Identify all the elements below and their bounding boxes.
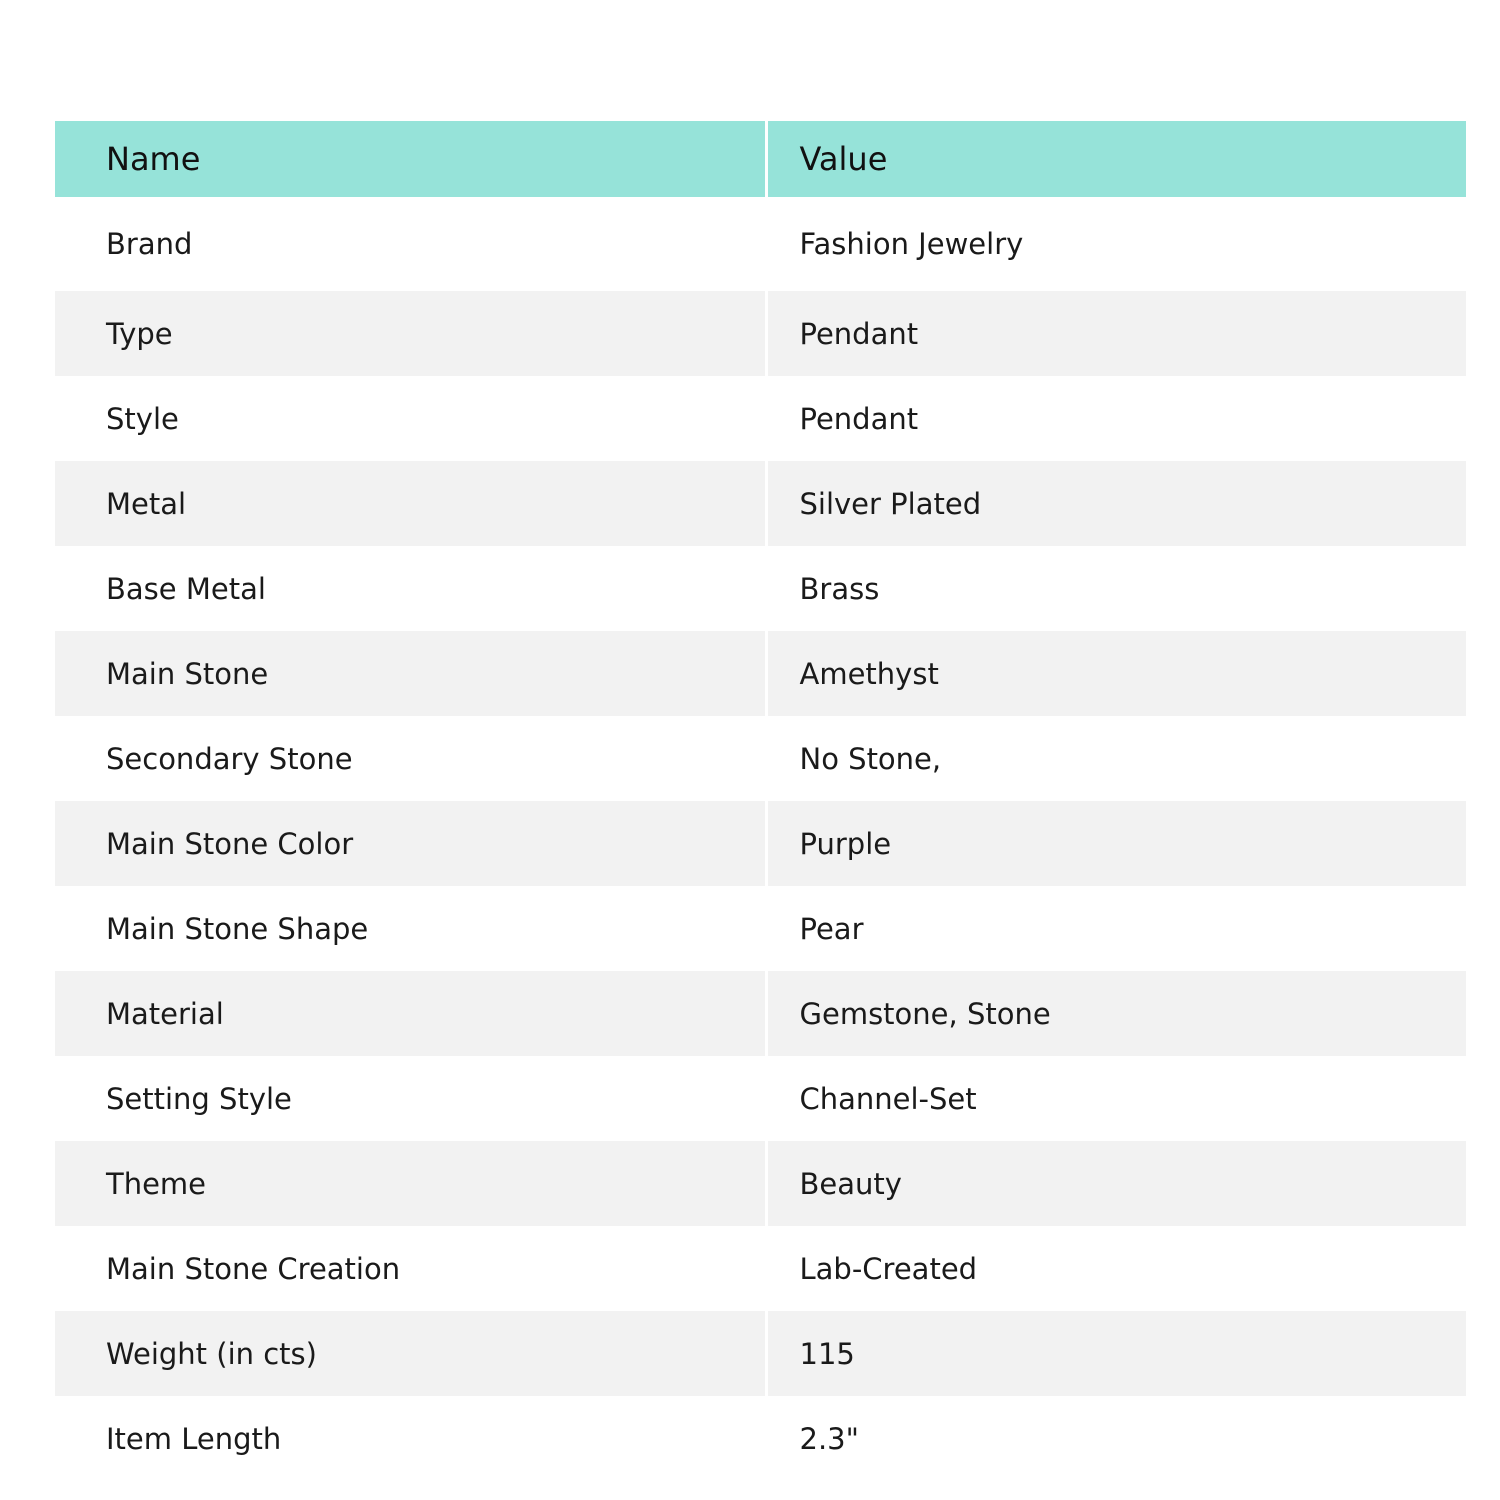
row-value-cell: Brass (766, 546, 1466, 631)
row-name-cell: Theme (55, 1141, 766, 1226)
table-row (55, 291, 1466, 376)
row-name-cell: Base Metal (55, 546, 766, 631)
row-name-cell: Material (55, 971, 766, 1056)
row-value-cell: Pendant (766, 376, 1466, 461)
row-value-cell: 2.3" (766, 1396, 1466, 1481)
table-row (55, 716, 1466, 801)
row-value-cell: Gemstone, Stone (766, 971, 1466, 1056)
row-value-cell: Fashion Jewelry (766, 197, 1466, 291)
row-value-cell: No Stone, (766, 716, 1466, 801)
name-column-header: Name (55, 121, 766, 197)
row-name-cell: Item Length (55, 1396, 766, 1481)
table-row (55, 886, 1466, 971)
table-row (55, 546, 1466, 631)
table-row (55, 631, 1466, 716)
row-name-cell: Metal (55, 461, 766, 546)
row-value-cell: Silver Plated (766, 461, 1466, 546)
row-name-cell: Main Stone (55, 631, 766, 716)
table-row (55, 971, 1466, 1056)
table-row (55, 1056, 1466, 1141)
header-row (55, 121, 1466, 197)
row-value-cell: Pear (766, 886, 1466, 971)
row-name-cell: Style (55, 376, 766, 461)
row-value-cell: Pendant (766, 291, 1466, 376)
row-value-cell: Channel-Set (766, 1056, 1466, 1141)
row-name-cell: Brand (55, 197, 766, 291)
row-name-cell: Main Stone Creation (55, 1226, 766, 1311)
specifications-table (55, 121, 1466, 1481)
table-body (55, 197, 1466, 1481)
row-name-cell: Main Stone Color (55, 801, 766, 886)
table-header (55, 121, 1466, 197)
table-row (55, 461, 1466, 546)
table-row (55, 1141, 1466, 1226)
table-row (55, 376, 1466, 461)
row-value-cell: 115 (766, 1311, 1466, 1396)
table-row (55, 1226, 1466, 1311)
row-value-cell: Beauty (766, 1141, 1466, 1226)
row-value-cell: Lab-Created (766, 1226, 1466, 1311)
table-row (55, 1396, 1466, 1481)
row-name-cell: Secondary Stone (55, 716, 766, 801)
table-row (55, 197, 1466, 291)
row-value-cell: Purple (766, 801, 1466, 886)
row-name-cell: Type (55, 291, 766, 376)
row-name-cell: Main Stone Shape (55, 886, 766, 971)
row-value-cell: Amethyst (766, 631, 1466, 716)
table-row (55, 1311, 1466, 1396)
table-row (55, 801, 1466, 886)
value-column-header: Value (766, 121, 1466, 197)
row-name-cell: Weight (in cts) (55, 1311, 766, 1396)
row-name-cell: Setting Style (55, 1056, 766, 1141)
